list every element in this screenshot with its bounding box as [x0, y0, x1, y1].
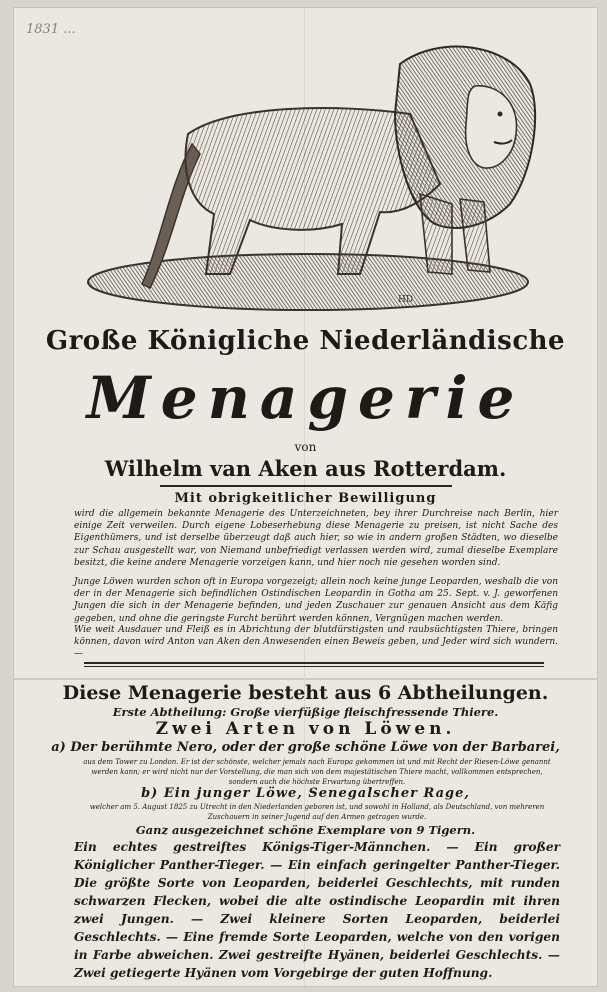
- engraver-monogram: HD: [398, 295, 414, 305]
- handwritten-note: 1831 ...: [26, 22, 76, 37]
- lions-title: Zwei Arten von Löwen.: [155, 719, 456, 739]
- sections-heading: Diese Menagerie besteht aus 6 Abtheilungen.: [62, 682, 549, 704]
- item-b-note: welcher am 5. August 1825 zu Utrecht in den Niederlanden geboren ist, und sowohl in Holland, als Deutschland, von mehreren Zuschauern in seiner Jugend auf den Armen getragen wurde.: [89, 803, 545, 821]
- divider-rule-3: [84, 666, 544, 667]
- item-b: b) Ein junger Löwe, Senegalscher Rage,: [141, 786, 470, 801]
- tigers-line: Ganz ausgezeichnet schöne Exemplare von 9 Tigern.: [135, 823, 476, 837]
- leopard-paragraph: Junge Löwen wurden schon oft in Europa vorgezeigt; allein noch keine junge Leoparden, weshalb die von der in der Menagerie sich befindlichen Ostindischen Leopardin in Gotha am 25. Sept. v. J. geworfenen Jungen die sich in der Menagerie befinden, und jeden Zuschauer zur genauen Ansicht aus dem Käfig gegeben, und ohne die geringste Furcht berührt werden können, Vergnügen machen werden.: [74, 577, 558, 624]
- title-line-1: Große Königliche Niederländische: [45, 326, 566, 356]
- divider-rule: [160, 485, 452, 487]
- divider-rule-2: [84, 662, 544, 664]
- paper-fold: [14, 678, 597, 680]
- first-division: Erste Abtheilung: Große vierfüßige fleischfressende Thiere.: [112, 705, 499, 719]
- lion-engraving: [80, 34, 540, 324]
- animals-list: Ein echtes gestreiftes Königs-Tiger-Männchen. — Ein großer Königlicher Panther-Tieger. — Ein einfach geringelter Panther-Tieger. Die größte Sorte von Leoparden, beiderlei Geschlechts, mit runden schwarzen Flecken, wobei die alte ostindische Leopardin mit ihren zwei Jungen. — Zwei kleinere Sorten Leoparden, beiderlei Geschlechts. — Eine fremde Sorte Leoparden, welche von den vorigen in Farbe abweichen. Zwei gestreifte Hyänen, beiderlei Geschlechts. — Zwei getiegerte Hyänen vom Vorgebirge der guten Hoffnung.: [74, 840, 560, 980]
- title-menagerie: Menagerie: [86, 364, 525, 432]
- title-von: von: [294, 440, 317, 454]
- item-a: a) Der berühmte Nero, oder der große schöne Löwe von der Barbarei,: [51, 740, 560, 755]
- lion-eye: [498, 112, 503, 117]
- poster-sheet: [14, 8, 597, 986]
- training-paragraph: Wie weit Ausdauer und Fleiß es in Abrichtung der blutdürstigsten und raubsüchtigsten Thiere, bringen können, davon wird Anton van Aken den Anwesenden einen Beweis geben, und Jeder wird sich wundern. —: [74, 625, 558, 660]
- item-a-note: aus dem Tower zu London. Er ist der schönste, welcher jemals nach Europa gekommen ist und mit Recht der Riesen-Löwe genannt werden kann; er wird nicht nur der Vorstellung, die man sich von dem majestätischen Thiere macht, vollkommen entsprechen, sondern auch die höchste Erwartung übertreffen.: [83, 758, 551, 786]
- intro-paragraph: wird die allgemein bekannte Menagerie des Unterzeichneten, bey ihrer Durchreise nach Berlin, hier einige Zeit verweilen. Durch eigene Lobeserhebung diese Menagerie zu preisen, ist nicht Sache des Eigenthümers, und ist derselbe überzeugt daß auch hier, so wie in andern großen Städten, wo dieselbe zur Schau ausgestellt war, von Niemand unbefriedigt verlassen werden wird, zumal dieselbe Exemplare besitzt, die keine andere Menagerie vorzeigen kann, und hier noch nie gesehen worden sind.: [74, 509, 558, 568]
- title-owner: Wilhelm van Aken aus Rotterdam.: [104, 456, 507, 481]
- permission-heading: Mit obrigkeitlicher Bewilligung: [174, 491, 437, 506]
